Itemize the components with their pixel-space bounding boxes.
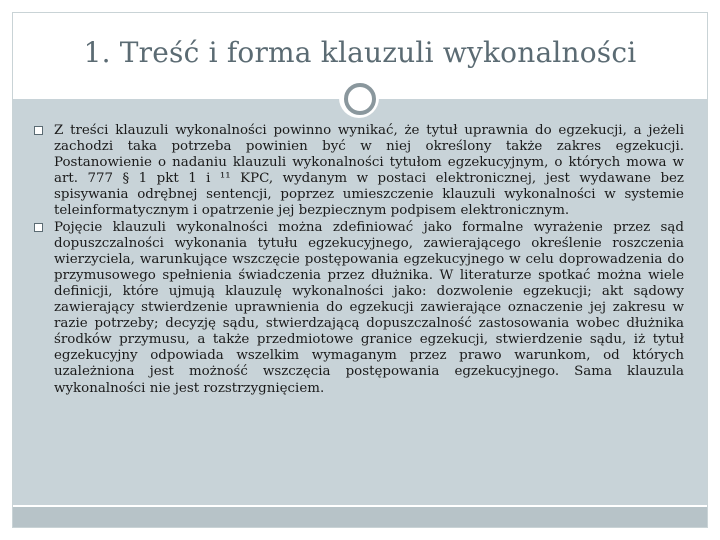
circle-ornament-ring xyxy=(344,83,376,115)
square-bullet-icon xyxy=(34,223,43,232)
slide-title: 1. Treść i forma klauzuli wykonalności xyxy=(83,36,637,69)
square-bullet-icon xyxy=(34,126,43,135)
bullet-item-1 xyxy=(34,123,684,220)
bullet-text: Z treści klauzuli wykonalności powinno wynikać, że tytuł uprawnia do egzekucji, a jeżeli zachodzi taka potrzeba powinien być w niej określony także zakres egzekucji. Postanowienie o nadaniu klauzuli wykonalności tytułom egzekucyjnym, o których mowa w art. 777 § 1 pkt 1 i ¹¹ KPC, wydanym w postaci elektronicznej, jest wydawane bez spisywania odrębnej sentencji, poprzez umieszczenie klauzuli wykonalności w systemie teleinformatycznym i opatrzenie jej bezpiecznym podpisem elektronicznym. xyxy=(54,123,684,219)
bullet-text: Pojęcie klauzuli wykonalności można zdefiniować jako formalne wyrażenie przez sąd dopuszczalności wykonania tytułu egzekucyjnego, zawierającego określenie roszczenia wierzyciela, warunkujące wszczęcie postępowania egzekucyjnego w celu doprowadzenia do przymusowego spełnienia świadczenia przez dłużnika. W literaturze spotkać można wiele definicji, które ujmują klauzulę wykonalności jako: dozwolenie egzekucji; akt sądowy zawierający stwierdzenie uprawnienia do egzekucji zawierające oznaczenie jej zakresu w razie potrzeby; decyzję sądu, stwierdzającą dopuszczalność zastosowania wobec dłużnika środków przymusu, a także przedmiotowe granice egzekucji, stwierdzenie sądu, iż tytuł egzekucyjny odpowiada wszelkim wymaganym przez prawo warunkom, od których uzależniona jest możność wszczęcia postępowania egzekucyjnego. Sama klauzula wykonalności nie jest rozstrzygnięciem. xyxy=(54,219,684,396)
bullet-list xyxy=(34,123,684,397)
bullet-item-2 xyxy=(34,220,684,397)
